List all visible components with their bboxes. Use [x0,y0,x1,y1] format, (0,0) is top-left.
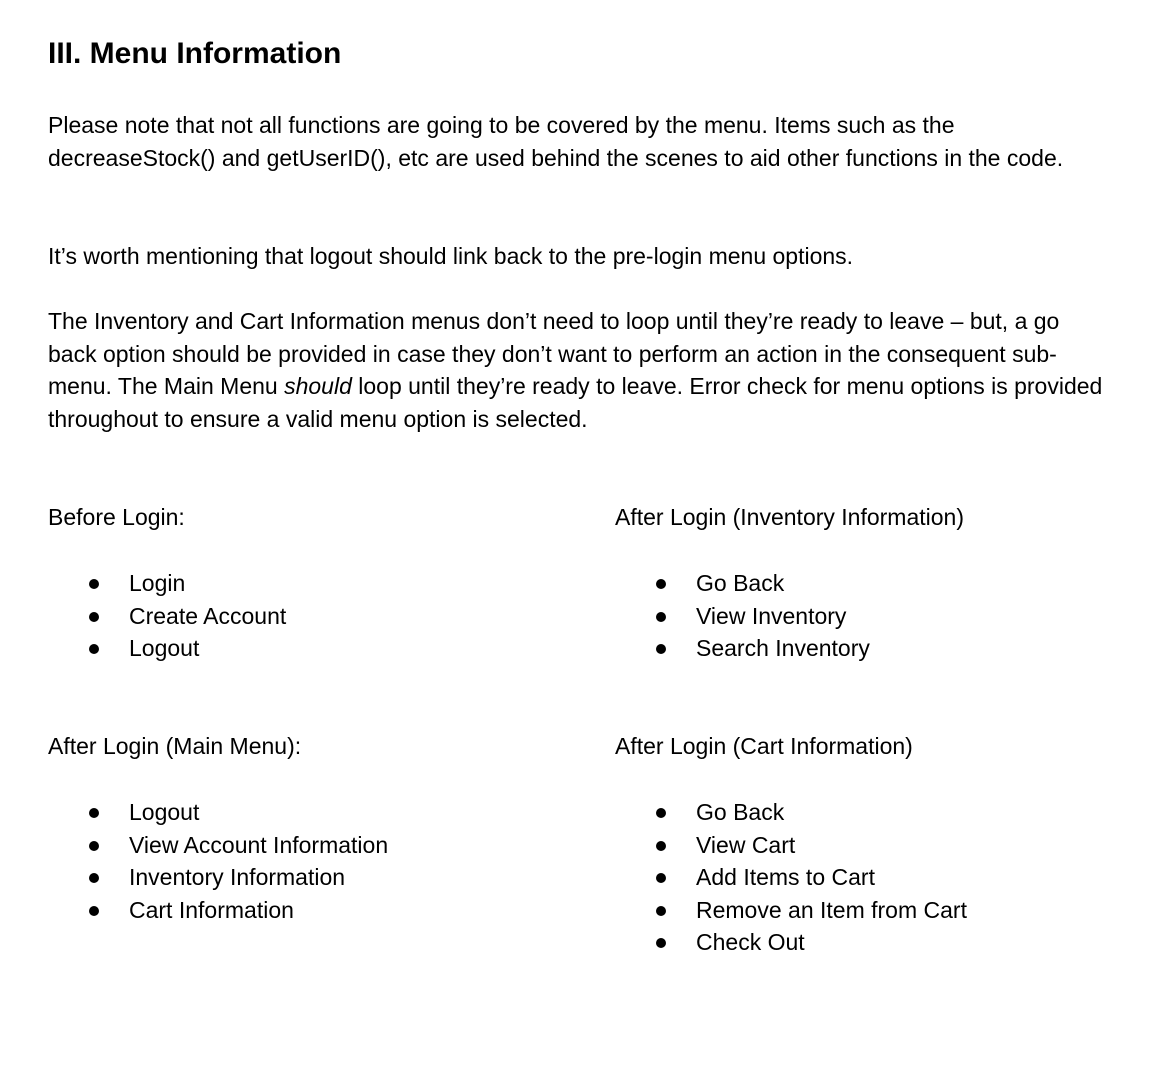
bullet-icon [656,579,666,589]
list-item-label: Inventory Information [129,864,346,891]
list-item-label: Check Out [696,929,805,956]
list-item-label: Go Back [696,570,785,596]
list-item [48,861,388,894]
list-item [615,829,967,862]
section-heading: III. Menu Information [48,37,342,70]
bullet-icon [89,906,99,916]
bullet-icon [89,873,99,883]
cart-menu-list [615,796,967,959]
main-menu-list [48,796,388,926]
list-item [48,829,388,862]
loop-note-paragraph [48,305,1108,435]
bullet-icon [656,808,666,818]
list-item [48,894,388,927]
list-item-label: Add Items to Cart [696,864,875,891]
list-item [48,632,286,665]
bullet-icon [89,579,99,589]
list-item-label: Create Account [129,602,287,629]
cart-menu-title: After Login (Cart Information) [615,733,913,759]
bullet-icon [89,841,99,851]
list-item-label: Remove an Item from Cart [696,896,967,923]
bullet-icon [656,612,666,622]
bullet-icon [89,808,99,818]
list-item-label: View Inventory [696,602,847,629]
list-item [615,796,967,829]
list-item-label: Cart Information [129,896,294,923]
list-item-label: Login [129,570,186,596]
list-item [48,796,388,829]
intro-paragraph: Please note that not all functions are going to be covered by the menu. Items such as the decreaseStock() and getUserID(), etc are used behind the scenes to aid other functions in the code. [48,112,1064,171]
list-item [48,600,286,633]
list-item [615,600,870,633]
inventory-menu-list [615,567,870,665]
loop-note-emphasis: should [284,373,352,400]
bullet-icon [656,841,666,851]
before-login-title: Before Login: [48,504,185,530]
list-item [615,894,967,927]
logout-note-paragraph: It’s worth mentioning that logout should link back to the pre-login menu options. [48,243,854,269]
list-item [615,861,967,894]
bullet-icon [656,644,666,654]
list-item-label: Search Inventory [696,635,870,662]
loop-note-text-start: The Inventory and Cart Information menus don’t need to loop until they’re ready to leave – but, a go back option should be provided in case they don’t want to perform an action in the consequent sub-menu. The Main Menu [48,308,1060,400]
list-item-label: Go Back [696,799,785,825]
inventory-menu-title: After Login (Inventory Information) [615,504,964,530]
bullet-icon [656,906,666,916]
list-item-label: View Cart [696,831,796,858]
bullet-icon [89,644,99,654]
list-item [615,632,870,665]
list-item [615,567,870,600]
bullet-icon [656,938,666,948]
loop-note-text-end: loop until they’re ready to leave. Error check for menu options is provided throughout to ensure a valid menu option is selected. [48,373,1103,432]
before-login-list [48,567,286,665]
list-item [48,567,286,600]
list-item-label: Logout [129,799,200,825]
list-item [615,926,967,959]
list-item-label: View Account Information [129,831,389,858]
bullet-icon [89,612,99,622]
list-item-label: Logout [129,635,200,662]
main-menu-title: After Login (Main Menu): [48,733,302,759]
bullet-icon [656,873,666,883]
